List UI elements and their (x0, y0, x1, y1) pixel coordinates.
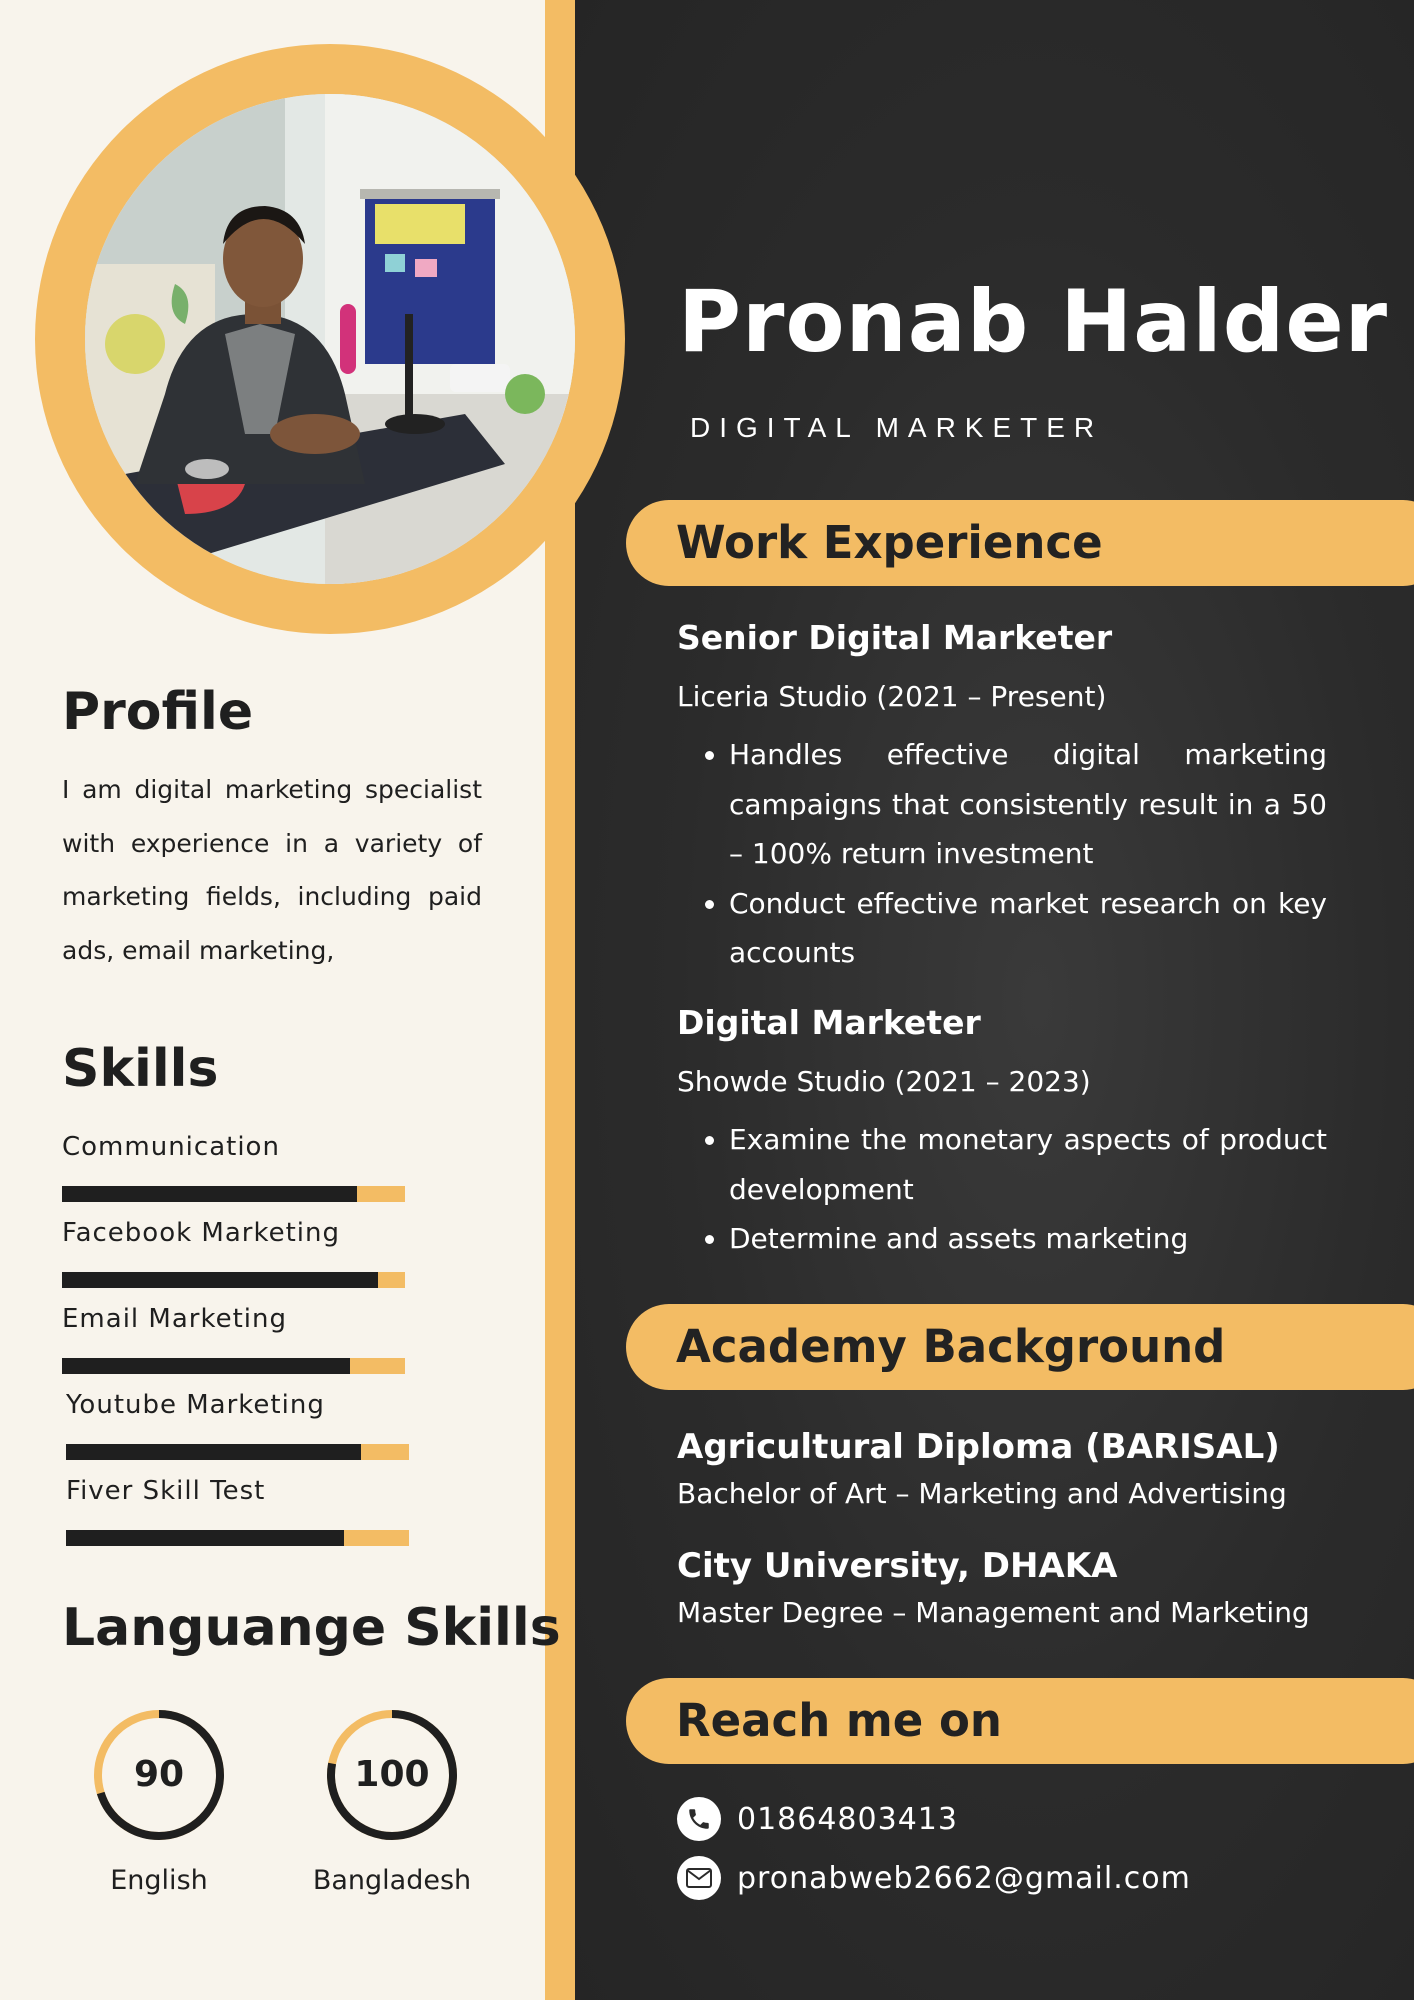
education-banner (626, 1304, 1414, 1390)
profile-text: I am digital marketing specialist with experience in a variety of marketing fields, including paid ads, email marketing, (62, 775, 482, 965)
profile-photo-illustration (85, 94, 575, 584)
profile-heading: Profile (62, 682, 254, 742)
job-title: Senior Digital Marketer (677, 618, 1113, 657)
contact-banner (626, 1678, 1414, 1764)
job-bullets (677, 730, 1327, 978)
email-address[interactable]: pronabweb2662@gmail.com (737, 1860, 1191, 1896)
job-bullets (677, 1115, 1327, 1264)
skill-bar-track (62, 1272, 405, 1288)
education-subtitle: Master Degree – Management and Marketing (677, 1596, 1310, 1629)
language-item (74, 1705, 244, 1896)
skill-bar-track (62, 1358, 405, 1374)
work-experience-heading: Work Experience (676, 516, 1103, 569)
language-label: English (110, 1865, 208, 1896)
skill-item (66, 1476, 265, 1506)
language-skills-heading: Languange Skills (62, 1598, 561, 1658)
job-company: Liceria Studio (2021 – Present) (677, 680, 1107, 713)
skill-label: Email Marketing (62, 1304, 287, 1334)
phone-icon (677, 1797, 721, 1841)
skill-bar-fill (66, 1530, 344, 1546)
job-bullet: • Determine and assets marketing (729, 1214, 1327, 1264)
education-title: City University, DHAKA (677, 1546, 1118, 1586)
skill-item (62, 1304, 287, 1334)
job-title: Digital Marketer (677, 1003, 981, 1042)
skill-bar-fill (62, 1186, 357, 1202)
skill-bar-fill (62, 1358, 350, 1374)
profile-photo (85, 94, 575, 584)
language-score: 90 (133, 1754, 185, 1795)
language-item (307, 1705, 477, 1896)
full-name: Pronab Halder (678, 272, 1389, 372)
job-bullet: • Conduct effective market research on key accounts (729, 879, 1327, 978)
education-heading: Academy Background (676, 1320, 1226, 1373)
skill-item (66, 1390, 325, 1420)
language-score: 100 (354, 1754, 430, 1795)
skill-label: Fiver Skill Test (66, 1476, 266, 1506)
skill-label: Facebook Marketing (62, 1218, 341, 1248)
email-row[interactable] (677, 1856, 1191, 1900)
education-title: Agricultural Diploma (BARISAL) (677, 1427, 1280, 1467)
skill-bar-fill (66, 1444, 361, 1460)
job-bullet: • Handles effective digital marketing campaigns that consistently result in a 50 – 100% return investment (729, 730, 1327, 879)
phone-number[interactable]: 01864803413 (737, 1801, 958, 1837)
work-experience-banner (626, 500, 1414, 586)
skills-heading: Skills (62, 1039, 219, 1099)
job-bullet: • Examine the monetary aspects of product development (729, 1115, 1327, 1214)
skill-bar-track (62, 1186, 405, 1202)
skill-bar-track (66, 1530, 409, 1546)
skill-item (62, 1218, 340, 1248)
language-label: Bangladesh (312, 1865, 472, 1896)
contact-heading: Reach me on (676, 1694, 1002, 1747)
skill-bar-track (66, 1444, 409, 1460)
job-role: DIGITAL MARKETER (690, 412, 1104, 443)
skill-bar-fill (62, 1272, 378, 1288)
skill-label: Youtube Marketing (66, 1390, 325, 1420)
phone-row[interactable] (677, 1797, 958, 1841)
envelope-icon (677, 1856, 721, 1900)
skill-label: Communication (62, 1132, 280, 1162)
education-subtitle: Bachelor of Art – Marketing and Advertising (677, 1477, 1287, 1510)
job-company: Showde Studio (2021 – 2023) (677, 1065, 1091, 1098)
skill-item (62, 1132, 280, 1162)
